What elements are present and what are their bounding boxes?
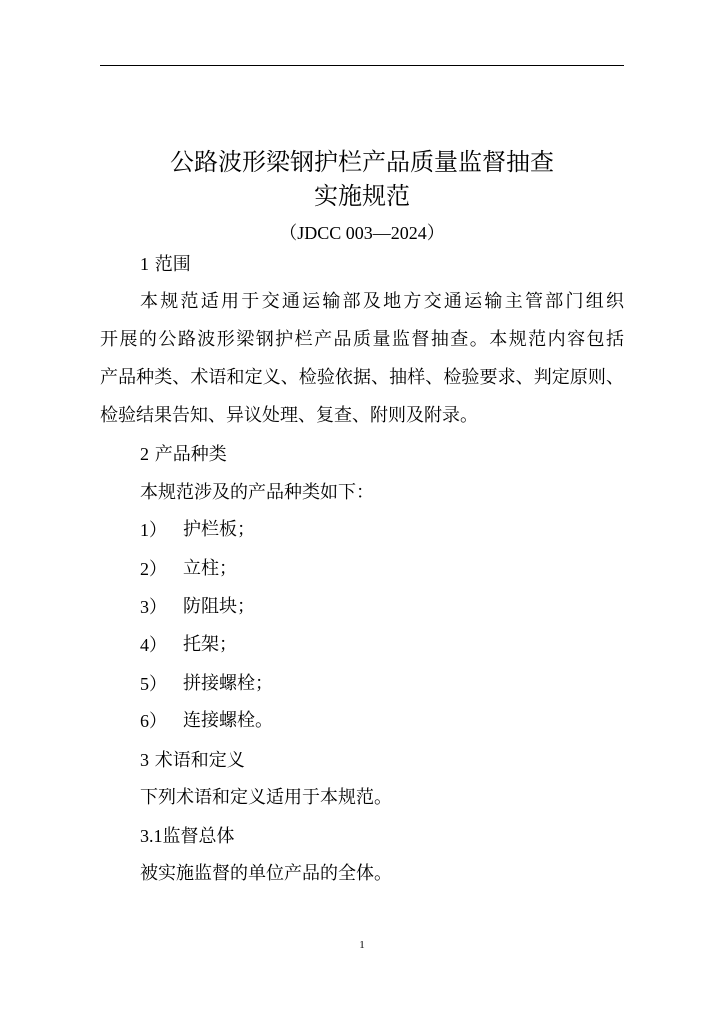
list-item-text: 托架； <box>183 634 237 655</box>
list-item-number: 6） <box>140 711 167 731</box>
section-3-intro: 下列术语和定义适用于本规范。 <box>140 787 392 808</box>
section-3-title: 术语和定义 <box>154 750 245 771</box>
document-code: （JDCC 003—2024） <box>279 223 445 243</box>
section-1-paragraph-line: 产品种类、术语和定义、检验依据、抽样、检验要求、判定原则、 <box>100 367 624 388</box>
list-item-text: 防阻块； <box>183 596 255 617</box>
list-item-text: 连接螺栓。 <box>183 710 273 731</box>
subsection-3-1-number: 3.1 <box>140 826 163 846</box>
list-item-number: 5） <box>140 674 167 694</box>
document-title-line-2: 实施规范 <box>314 182 410 210</box>
section-2-title: 产品种类 <box>154 444 227 465</box>
list-item-number: 1） <box>140 520 167 540</box>
list-item-number: 3） <box>140 597 167 617</box>
section-2-intro: 本规范涉及的产品种类如下： <box>140 482 374 503</box>
header-rule <box>100 65 624 66</box>
subsection-3-1-title: 监督总体 <box>162 826 235 847</box>
section-1-number: 1 <box>140 254 149 274</box>
section-1-paragraph-line: 开展的公路波形梁钢护栏产品质量监督抽查。本规范内容包括 <box>100 329 624 350</box>
section-1-paragraph-line: 检验结果告知、异议处理、复查、附则及附录。 <box>100 405 478 426</box>
document-title-line-1: 公路波形梁钢护栏产品质量监督抽查 <box>170 148 554 176</box>
subsection-3-1-heading <box>140 824 235 849</box>
list-item-text: 护栏板； <box>183 519 255 540</box>
section-1-title: 范围 <box>154 254 191 275</box>
subsection-3-1-definition: 被实施监督的单位产品的全体。 <box>140 863 392 884</box>
section-1-heading <box>140 252 191 277</box>
list-item-number: 2） <box>140 559 167 579</box>
page-number: 1 <box>359 939 365 951</box>
section-3-heading <box>140 748 245 773</box>
section-3-number: 3 <box>140 750 149 770</box>
list-item-text: 拼接螺栓； <box>183 673 273 694</box>
section-2-heading <box>140 442 227 467</box>
section-2-number: 2 <box>140 444 149 464</box>
list-item-number: 4） <box>140 635 167 655</box>
list-item-text: 立柱； <box>183 558 237 579</box>
section-1-paragraph-line: 本规范适用于交通运输部及地方交通运输主管部门组织 <box>140 291 624 312</box>
